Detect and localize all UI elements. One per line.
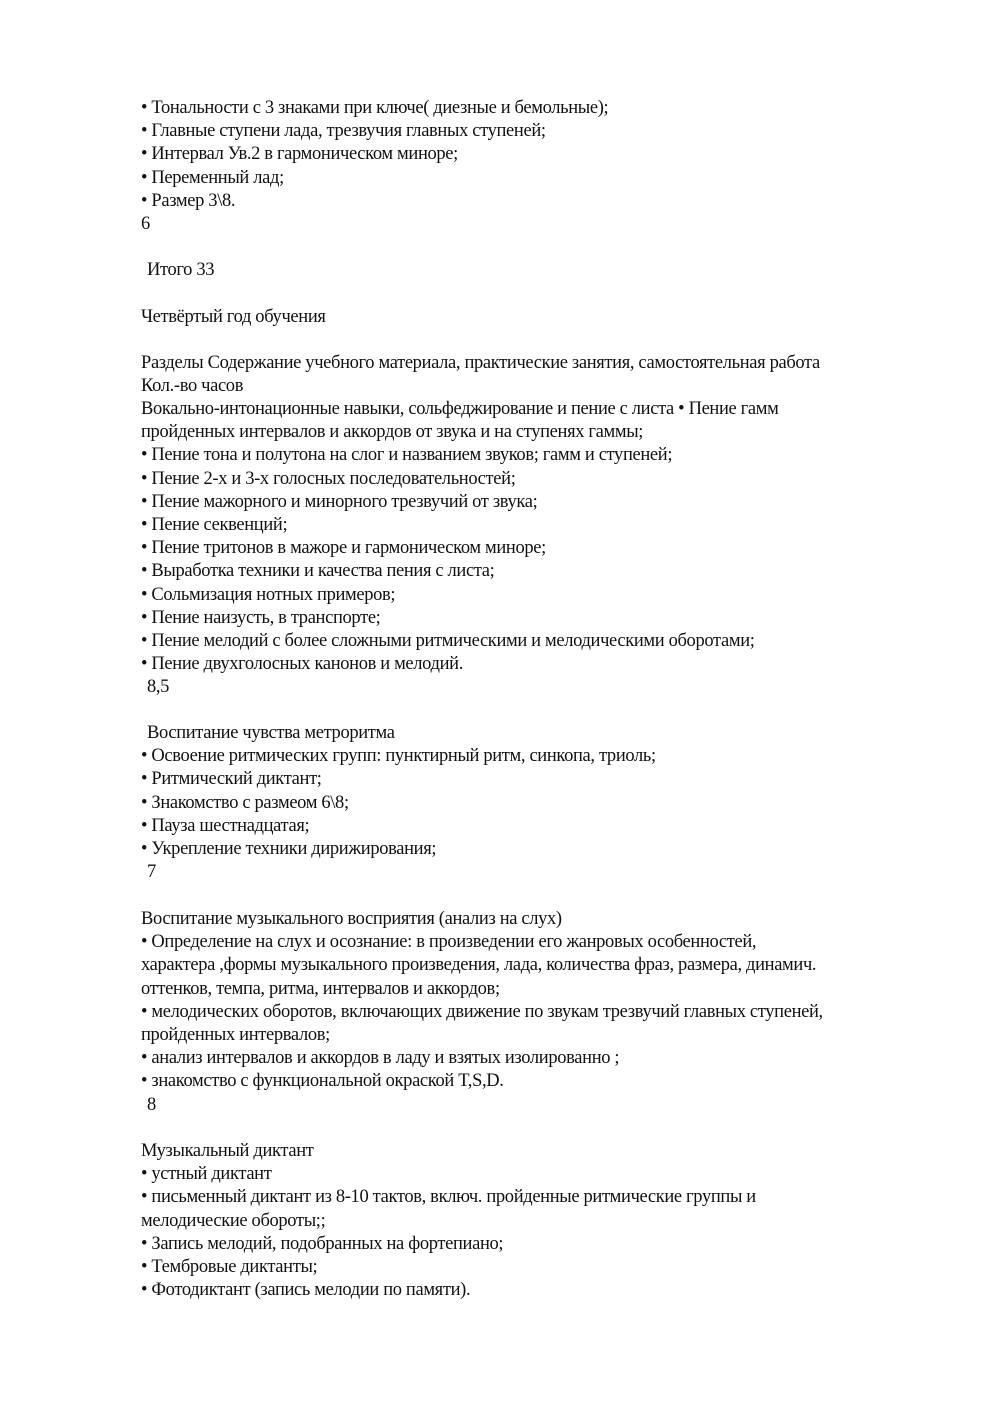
prev-section-list bbox=[141, 97, 931, 236]
section-hours: 8,5 bbox=[147, 677, 170, 698]
list-item: • Определение на слух и осознание: в произведении его жанровых особенностей, bbox=[141, 931, 931, 954]
section-title: Воспитание музыкального восприятия (анализ на слух) bbox=[141, 909, 562, 929]
section-perception bbox=[141, 908, 931, 1117]
table-header-columns: Разделы Содержание учебного материала, практические занятия, самостоятельная работа bbox=[141, 353, 820, 373]
list-item: • Освоение ритмических групп: пунктирный ритм, синкопа, триоль; bbox=[141, 745, 931, 768]
total-hours bbox=[141, 259, 937, 282]
table-header bbox=[141, 352, 931, 398]
list-item: • Интервал Ув.2 в гармоническом миноре; bbox=[141, 143, 931, 166]
section-hours: 8 bbox=[147, 1094, 156, 1115]
list-item: • Пение секвенций; bbox=[141, 514, 931, 537]
list-item: • анализ интервалов и аккордов в ладу и взятых изолированно ; bbox=[141, 1047, 931, 1070]
list-item: • знакомство с функциональной окраской T,S,D. bbox=[141, 1070, 931, 1093]
list-item: • Пение мелодий с более сложными ритмическими и мелодическими оборотами; bbox=[141, 630, 931, 653]
list-item-continuation: оттенков, темпа, ритма, интервалов и аккордов; bbox=[141, 978, 500, 999]
list-item: • Пение наизусть, в транспорте; bbox=[141, 607, 931, 630]
list-item: • Пение 2-х и 3-х голосных последовательностей; bbox=[141, 468, 931, 491]
year-title bbox=[141, 306, 931, 329]
table-header-hours: Кол.-во часов bbox=[141, 376, 244, 397]
list-item: • Укрепление техники дирижирования; bbox=[141, 838, 931, 861]
section-title: Воспитание чувства метроритма bbox=[147, 723, 395, 743]
list-item: • Выработка техники и качества пения с листа; bbox=[141, 560, 931, 583]
list-item: • Пение мажорного и минорного трезвучий от звука; bbox=[141, 491, 931, 514]
list-item: • Тембровые диктанты; bbox=[141, 1256, 931, 1279]
list-item: • Пение тона и полутона на слог и названием звуков; гамм и ступеней; bbox=[141, 444, 931, 467]
list-item: • Пауза шестнадцатая; bbox=[141, 815, 931, 838]
list-item: • устный диктант bbox=[141, 1163, 931, 1186]
section-hours: 7 bbox=[147, 862, 156, 883]
list-item: • Пение двухголосных канонов и мелодий. bbox=[141, 653, 931, 676]
list-item: • Переменный лад; bbox=[141, 167, 931, 190]
section-title: Музыкальный диктант bbox=[141, 1141, 314, 1161]
section-hours: 6 bbox=[141, 214, 150, 235]
list-item: • Фотодиктант (запись мелодии по памяти). bbox=[141, 1279, 931, 1302]
section-title: Вокально-интонационные навыки, сольфеджирование и пение с листа • Пение гамм bbox=[141, 399, 779, 419]
list-item-continuation: пройденных интервалов; bbox=[141, 1025, 330, 1046]
list-item: • Тональности с 3 знаками при ключе( диезные и бемольные); bbox=[141, 97, 931, 120]
total-label: Итого 33 bbox=[147, 260, 215, 280]
list-item: • Размер 3\8. bbox=[141, 190, 931, 213]
list-item: • письменный диктант из 8-10 тактов, включ. пройденные ритмические группы и bbox=[141, 1186, 931, 1209]
section-dictation bbox=[141, 1140, 931, 1302]
list-item: • мелодических оборотов, включающих движение по звукам трезвучий главных ступеней, bbox=[141, 1001, 931, 1024]
section-title: пройденных интервалов и аккордов от звука и на ступенях гаммы; bbox=[141, 422, 644, 443]
section-vocal bbox=[141, 398, 931, 700]
list-item: • Главные ступени лада, трезвучия главных ступеней; bbox=[141, 120, 931, 143]
list-item: • Сольмизация нотных примеров; bbox=[141, 584, 931, 607]
list-item: • Знакомство с размеом 6\8; bbox=[141, 792, 931, 815]
list-item-continuation: мелодические обороты;; bbox=[141, 1210, 326, 1231]
list-item: • Ритмический диктант; bbox=[141, 768, 931, 791]
page-title: Четвёртый год обучения bbox=[141, 307, 326, 327]
list-item-continuation: характера ,формы музыкального произведения, лада, количества фраз, размера, динамич. bbox=[141, 955, 817, 976]
list-item: • Запись мелодий, подобранных на фортепиано; bbox=[141, 1233, 931, 1256]
section-metrorhythm bbox=[141, 722, 931, 884]
list-item: • Пение тритонов в мажоре и гармоническом миноре; bbox=[141, 537, 931, 560]
